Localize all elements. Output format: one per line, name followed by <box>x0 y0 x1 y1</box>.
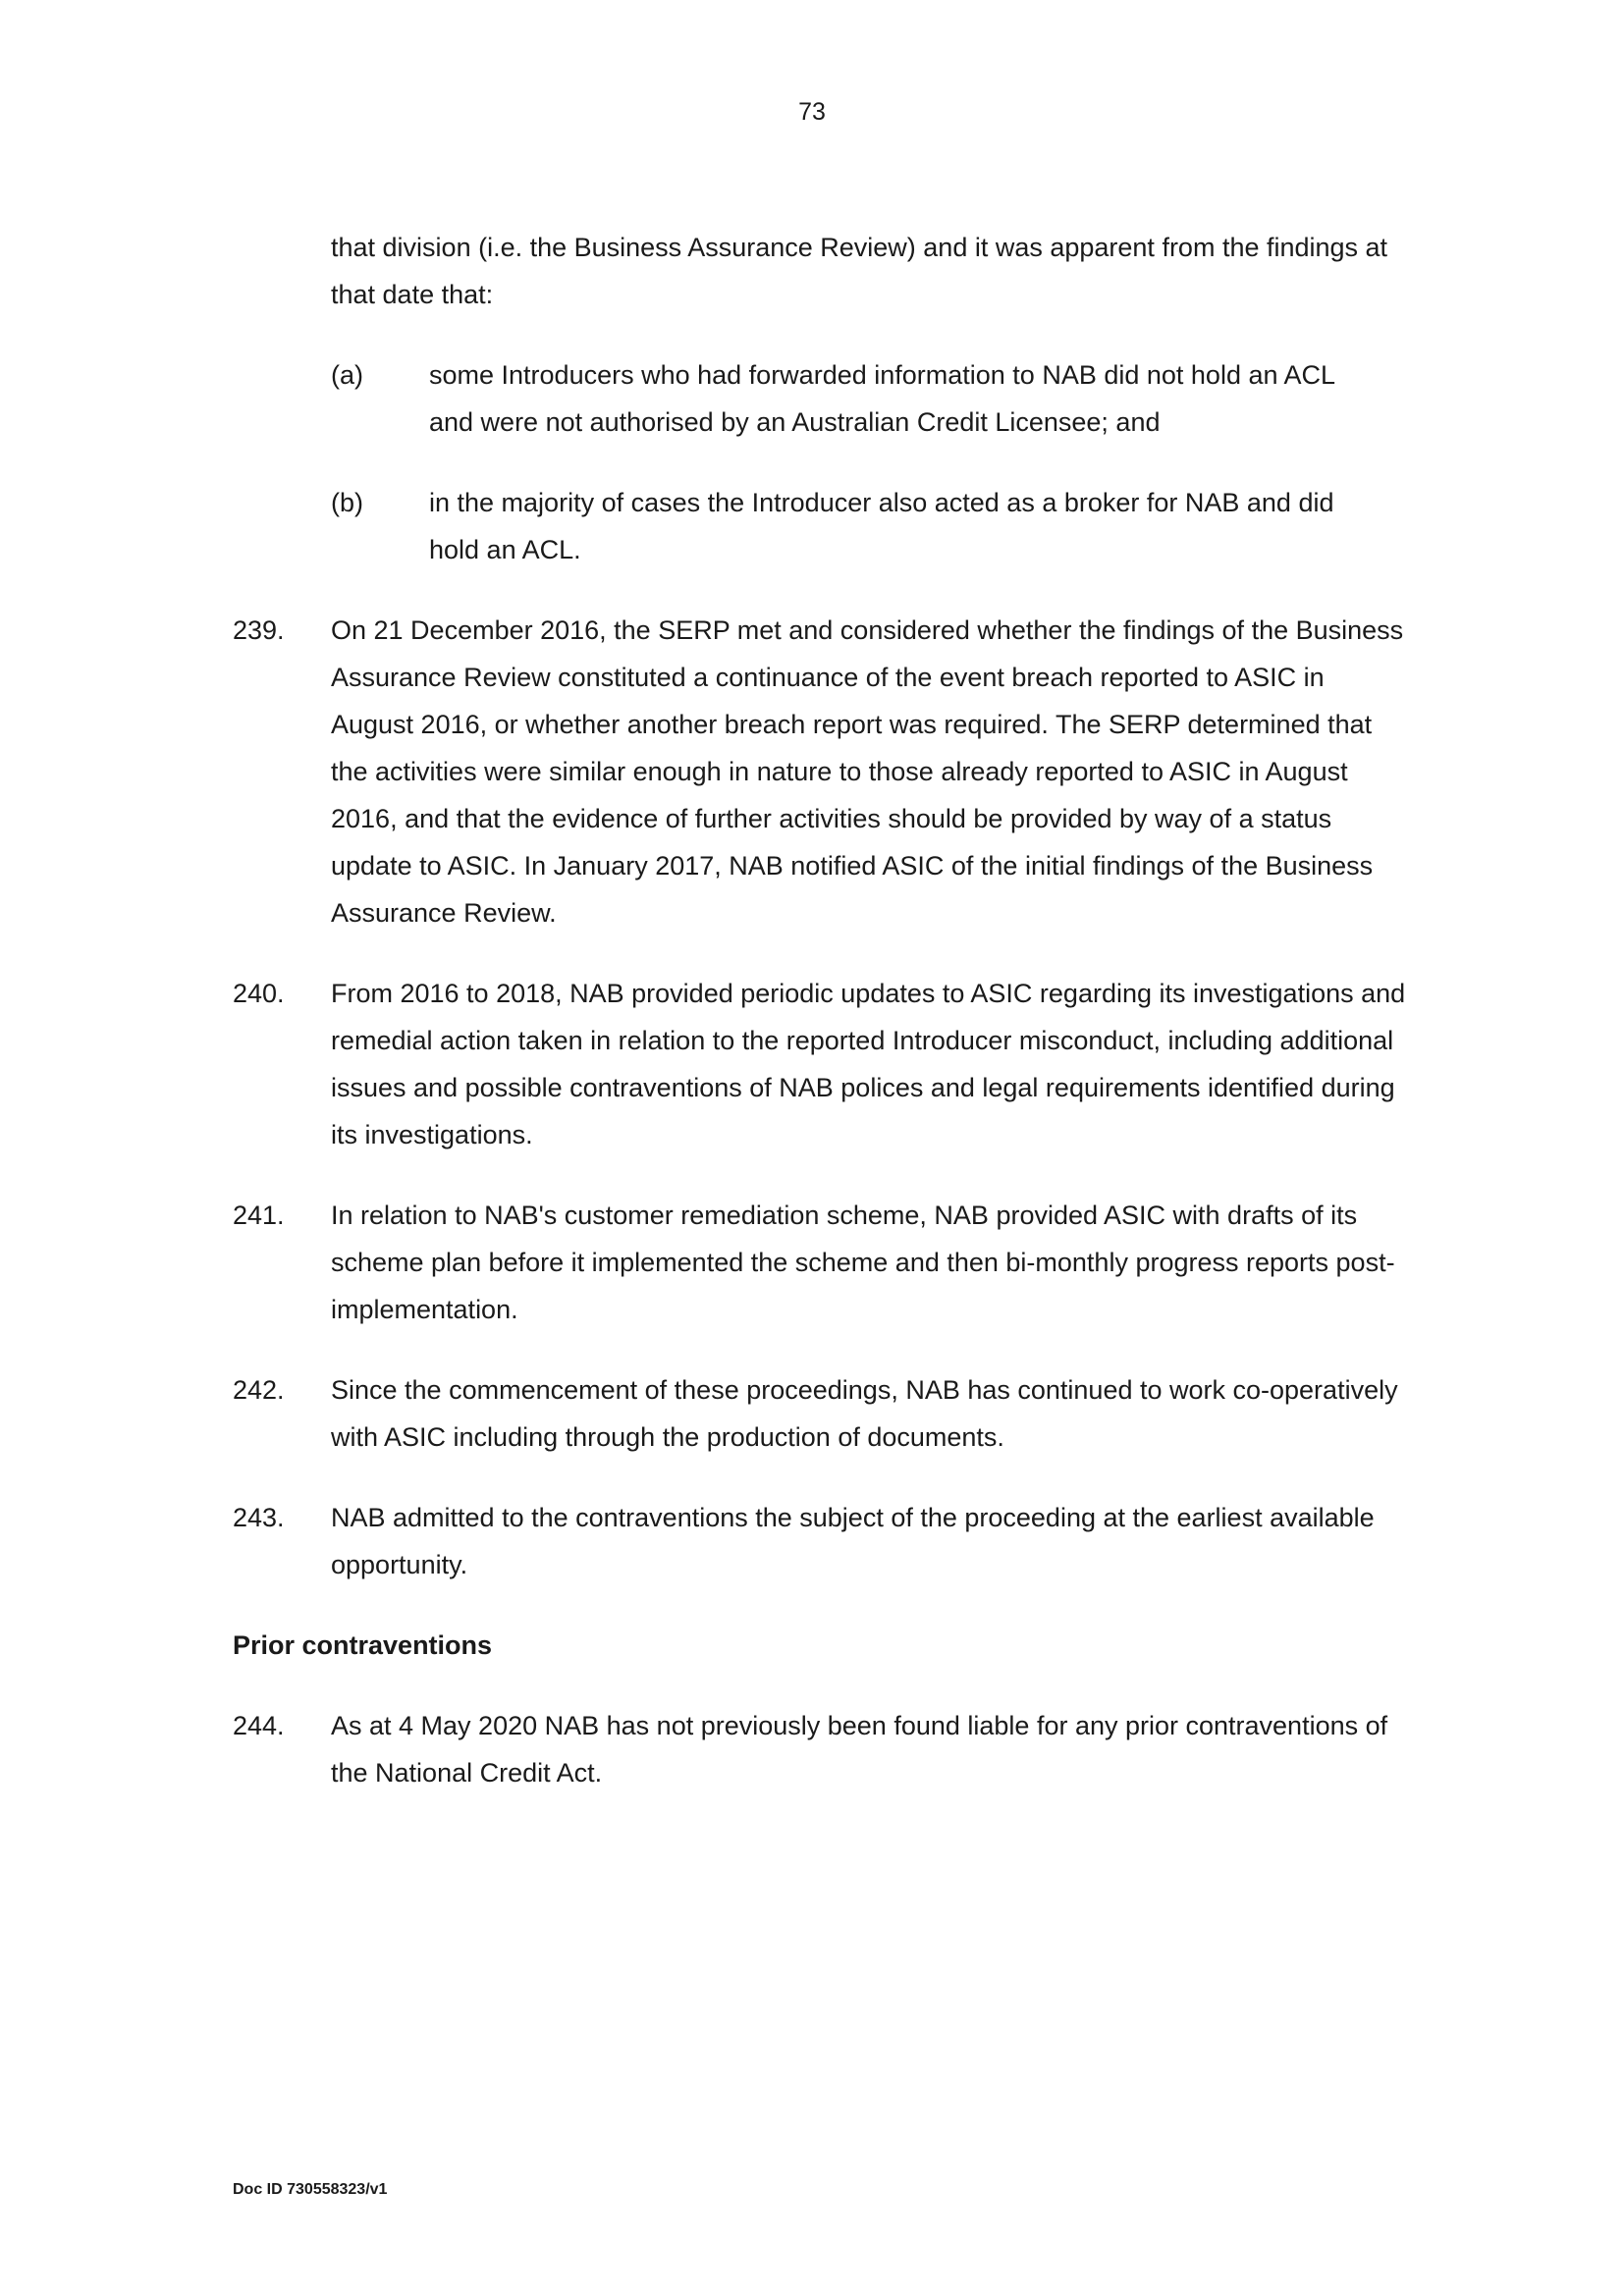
paragraph-number: 241. <box>233 1201 285 1230</box>
sub-item-text: in the majority of cases the Introducer also acted as a broker for NAB and did hold an ACL. <box>429 488 1334 564</box>
paragraph-text: On 21 December 2016, the SERP met and considered whether the findings of the Business Assurance Review constituted a continuance of the event breach reported to ASIC in August 2016, or whether another breach report was required. The SERP determined that the activities were similar enough in nature to those already reported to ASIC in August 2016, and that the evidence of further activities should be provided by way of a status update to ASIC. In January 2017, NAB notified ASIC of the initial findings of the Business Assurance Review. <box>331 615 1404 928</box>
continuation-paragraph: that division (i.e. the Business Assurance Review) and it was apparent from the findings at that date that: <box>331 233 1388 309</box>
page-number: 73 <box>798 98 826 126</box>
paragraph-number: 244. <box>233 1711 285 1740</box>
paragraph-text: NAB admitted to the contraventions the subject of the proceeding at the earliest available opportunity. <box>331 1503 1375 1579</box>
paragraph-number: 239. <box>233 615 285 645</box>
paragraph-243 <box>233 1494 1406 1588</box>
doc-id-footer: Doc ID 730558323/v1 <box>233 2181 388 2198</box>
section-heading: Prior contraventions <box>233 1630 493 1660</box>
sub-item-b <box>331 479 1406 573</box>
paragraph-240 <box>233 970 1406 1158</box>
paragraph-text: In relation to NAB's customer remediation scheme, NAB provided ASIC with drafts of its scheme plan before it implemented the scheme and then bi-monthly progress reports post-implementation. <box>331 1201 1395 1324</box>
sub-item-text: some Introducers who had forwarded information to NAB did not hold an ACL and were not authorised by an Australian Credit Licensee; and <box>429 360 1335 437</box>
paragraph-241 <box>233 1192 1406 1333</box>
document-body <box>233 224 1406 1830</box>
paragraph-242 <box>233 1366 1406 1461</box>
paragraph-number: 243. <box>233 1503 285 1532</box>
paragraph-244 <box>233 1702 1406 1796</box>
paragraph-text: As at 4 May 2020 NAB has not previously been found liable for any prior contraventions of the National Credit Act. <box>331 1711 1388 1788</box>
paragraph-text: From 2016 to 2018, NAB provided periodic updates to ASIC regarding its investigations and remedial action taken in relation to the reported Introducer misconduct, including additional issues and possible contraventions of NAB polices and legal requirements identified during its investigations. <box>331 979 1406 1149</box>
paragraph-number: 242. <box>233 1375 285 1405</box>
sub-item-a <box>331 351 1406 446</box>
paragraph-number: 240. <box>233 979 285 1008</box>
paragraph-text: Since the commencement of these proceedings, NAB has continued to work co-operatively with ASIC including through the production of documents. <box>331 1375 1398 1452</box>
sub-item-label: (a) <box>331 360 363 390</box>
sub-item-label: (b) <box>331 488 363 517</box>
paragraph-239 <box>233 607 1406 936</box>
